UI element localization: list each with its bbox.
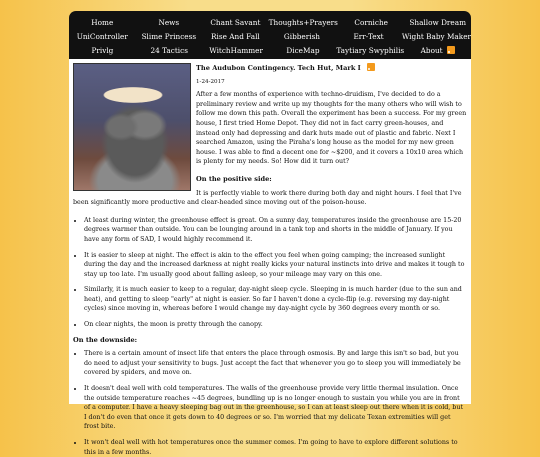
list-item: • At least during winter, the greenhouse effect is great. On a sunny day, temperatures inside the greenhouse are 15-20 degrees warmer than outside. You can be lounging around in a tank top and shorts in the middle of January. If you have any form of SAD, I would highly recommend it. <box>84 216 467 245</box>
post-title[interactable]: The Audubon Contingency. Tech Hut, Mark I <box>196 64 361 72</box>
nav-link-about-wrapper <box>404 46 471 55</box>
positive-list <box>73 216 467 330</box>
negative-list <box>73 349 467 457</box>
post-date: 1-24-2017 <box>196 78 225 85</box>
nav-link-home[interactable]: Home <box>91 17 114 27</box>
list-item: • On clear nights, the moon is pretty through the canopy. <box>84 320 467 330</box>
nav-row-2 <box>69 29 471 43</box>
nav-link-corniche[interactable]: Corniche <box>354 17 388 27</box>
nav-link-news[interactable]: News <box>158 17 180 27</box>
list-item: • There is a certain amount of insect life that enters the place through osmosis. By and large this isn't so bad, but you do need to adjust your sensitivity to bugs. Just accept the fact that whenever you go to sleep you will immediately be covered by spiders, and move on. <box>84 349 467 378</box>
nav-link-rise-and-fall[interactable]: Rise And Fall <box>211 31 260 41</box>
page-wrapper <box>69 11 472 456</box>
list-item: • It won't deal well with hot temperatures once the summer comes. I'm going to have to explore different solutions to this in a few months. <box>84 438 467 457</box>
main-nav <box>69 11 471 59</box>
nav-row-3 <box>69 43 471 57</box>
nav-link-thoughts-prayers[interactable]: Thoughts+Prayers <box>268 17 338 27</box>
nav-link-unicontroller[interactable]: UniController <box>76 31 128 41</box>
nav-link-gibberish[interactable]: Gibberish <box>283 31 321 41</box>
list-item: • It doesn't deal well with cold temperatures. The walls of the greenhouse provide very little thermal insulation. Once the outside temperature reaches ~45 degrees, bundling up is no longer enough to sustain you while you are in front of a computer. I have a heavy sleeping bag out in the greenhouse, so I can at least sleep out there when it is cold, but I don't do even that once it gets down to 40 degrees or so. I'm worried that my delicate Texan extremities will get frost bite. <box>84 384 467 432</box>
list-item: • It is easier to sleep at night. The effect is akin to the effect you feel when going camping; the increased sunlight during the day and the increased darkness at night really kicks your natural instincts into drive and makes it tough to stay up too late. I'm usually good about falling asleep, so your mileage may vary on this one. <box>84 251 467 280</box>
nav-link-dicemap[interactable]: DiceMap <box>286 45 320 55</box>
nav-link-wight-baby-maker[interactable]: Wight Baby Maker <box>401 31 472 41</box>
nav-link-err-text[interactable]: Err-Text <box>353 31 384 41</box>
nav-link-about[interactable]: About <box>420 45 443 55</box>
rss-icon[interactable] <box>447 46 455 54</box>
positive-heading: On the positive side: <box>196 174 272 183</box>
negative-heading: On the downside: <box>73 335 138 344</box>
nav-link-witchhammer[interactable]: WitchHammer <box>209 45 263 55</box>
cat-photo <box>73 63 191 191</box>
post-content <box>69 59 471 456</box>
rss-icon[interactable] <box>367 63 375 71</box>
nav-link-privlg[interactable]: Privlg <box>91 45 114 55</box>
post-intro: After a few months of experience with techno-druidism, I've decided to do a preliminary review and write up my thoughts for the many others who will wish to follow me down this path. Overall the experiment has been a success. For my green house, I first tried Home Depot. They did not in fact carry green-houses, and instead only had depressing and dark huts made out of plastic and fabric. Next I searched Amazon, using the Piraha's long house as the model for my new green house. I was able to find a decent one for ~$200, and it covers a 10x10 area which is plenty for my needs. So! How did it turn out? <box>196 91 467 166</box>
nav-link-shallow-dream[interactable]: Shallow Dream <box>409 17 467 27</box>
nav-row-1 <box>69 15 471 29</box>
nav-link-chant-savant[interactable]: Chant Savant <box>210 17 261 27</box>
nav-link-24-tactics[interactable]: 24 Tactics <box>150 45 188 55</box>
nav-link-slime-princess[interactable]: Slime Princess <box>141 31 197 41</box>
nav-link-taytiary-swyphilis[interactable]: Taytiary Swyphilis <box>336 45 405 55</box>
list-item: • Similarly, it is much easier to keep to a regular, day-night sleep cycle. Sleeping in is much harder (due to the sun and heat), and getting to sleep "early" at night is easier. So far I haven't done a cycle-flip (e.g. reversing my day-night cycles) since moving in, whereas before I would change my day-night cycle by 360 degrees every month or so. <box>84 285 467 314</box>
positive-intro: It is perfectly viable to work there during both day and night hours. I feel that I've been significantly more productive and clear-headed since moving out of the poison-house. <box>73 189 462 207</box>
